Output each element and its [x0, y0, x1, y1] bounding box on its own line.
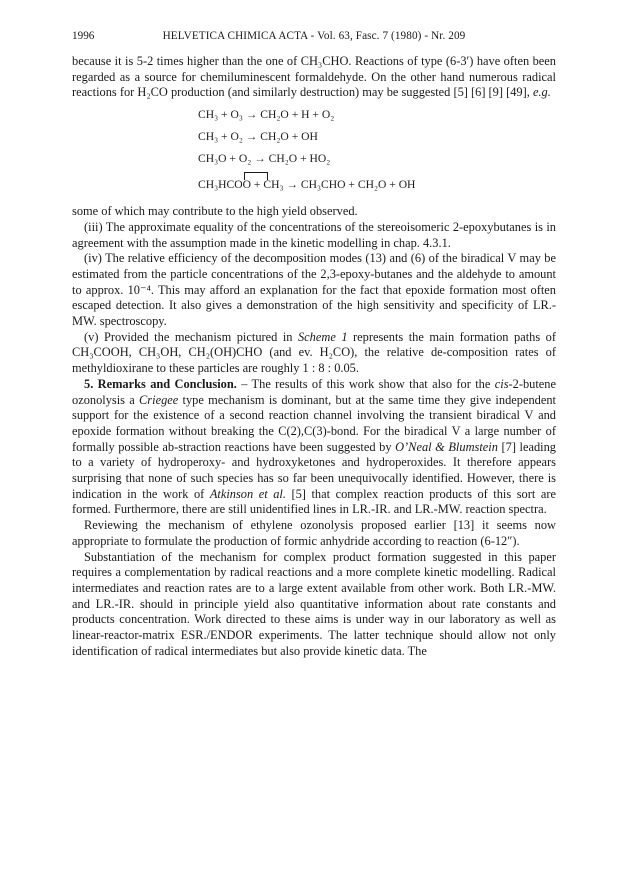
paragraph-6-a: – The results of this work show that also for the — [236, 376, 491, 391]
running-head — [72, 30, 556, 46]
paragraph-8: Substantiation of the mechanism for complex product formation suggested in this paper requires a complementation by radical reactions and a more complete kinetic modelling. Radical intermediates and reaction rates are to a large extent available from other work. Both LR.-MW. and LR.-IR. should in principle yield also quantitative information about rate constants and products concentration. Work directed to these aims is under way in our laboratory as well as linear-reactor-matrix ESR./ENDOR experiments. The latter technique should allow not only identification of radical intermediates but also provide kinetic data. The — [72, 549, 556, 658]
equation-block — [198, 107, 556, 199]
atkinson-citation: Atkinson et al. — [209, 486, 286, 501]
equation-4: CH₃HCOO + CH₃ → CH₃CHO + CH₂O + OH — [198, 178, 416, 192]
paragraph-3: (iii) The approximate equality of the concentrations of the stereoisomeric 2-epoxybutanes is in agreement with the assumption made in the kinetic modelling in chap. 4.3.1. — [72, 219, 556, 250]
page — [72, 30, 556, 660]
paragraph-1-eg: e.g. — [532, 85, 551, 100]
equation-3: CH₃O + O₂ → CH₂O + HO₂ — [198, 152, 331, 166]
page-number: 1996 — [72, 30, 95, 42]
cis-italic: cis — [494, 376, 509, 391]
journal-reference: HELVETICA CHIMICA ACTA - Vol. 63, Fasc. 7 (1980) - Nr. 209 — [162, 30, 466, 42]
paragraph-7: Reviewing the mechanism of ethylene ozonolysis proposed earlier [13] it seems now appropriate to formulate the production of formic anhydride according to reaction (6-12″). — [72, 518, 556, 548]
scheme-reference: Scheme 1 — [297, 329, 348, 344]
paragraph-1-text: because it is 5-2 times higher than the one of CH₃CHO. Reactions of type (6-3′) have often been regarded as a source for chemiluminescent formaldehyde. On the other hand numerous radical reactions for H₂CO production (and similarly destruction) may be suggested [5] [6] [9] [49], — [72, 54, 556, 100]
equation-2: CH₃ + O₂ → CH₂O + OH — [198, 130, 318, 144]
paragraph-6-d: [7] leading to a variety of hydroperoxy- and hydroxyketones and hydroperoxides. It therefore appears surprising that none of such species has so far been unequivocally identified. However, there is indication in the work of — [72, 439, 556, 501]
equation-4-wrapper — [198, 177, 556, 199]
paragraph-6-c: type mechanism is dominant, but at the same time they give independent support for the existence of a second reaction channel involving the transient biradical V and epoxide formation without breaking the C(2),C(3)-bond. For the biradical V a large number of formally possible ab-straction reactions have been suggested by — [72, 392, 556, 454]
paragraph-5-b: represents the main formation paths of CH₃COOH, CH₃OH, CH₂(OH)CHO (and ev. H₂CO), the relative de-composition rates of methyldioxirane to these particles are roughly 1 : 8 : 0.05. — [72, 329, 556, 376]
paragraph-5 — [72, 330, 556, 377]
criegee-italic: Criegee — [139, 392, 179, 407]
paragraph-5-a: (v) Provided the mechanism pictured in — [84, 329, 293, 344]
paragraph-6-b: -2-butene ozonolysis a — [72, 376, 557, 407]
dioxirane-ring-bracket — [244, 172, 268, 180]
section-heading: 5. Remarks and Conclusion. — [84, 376, 237, 391]
paragraph-2: some of which may contribute to the high yield observed. — [72, 204, 358, 219]
oneal-citation: O’Neal & Blumstein — [395, 439, 498, 454]
paragraph-6 — [72, 377, 556, 518]
paragraph-6-e: [5] that complex reaction products of this sort are formed. Furthermore, there are still unidentified lines in LR.-IR. and LR.-MW. reaction spectra. — [72, 486, 556, 517]
equation-1: CH₃ + O₃ → CH₂O + H + O₂ — [198, 108, 335, 122]
paragraph-4: (iv) The relative efficiency of the decomposition modes (13) and (6) of the biradical V may be estimated from the particle concentrations of the 2,3-epoxy-butanes and the aldehyde to amount to approx. 10⁻⁴. This may afford an explanation for the fact that epoxide formation most often escaped detection. It also gives a demonstration of the high sensitivity and specificity of LR.-MW. spectroscopy. — [72, 251, 556, 329]
paragraph-1 — [72, 54, 556, 101]
